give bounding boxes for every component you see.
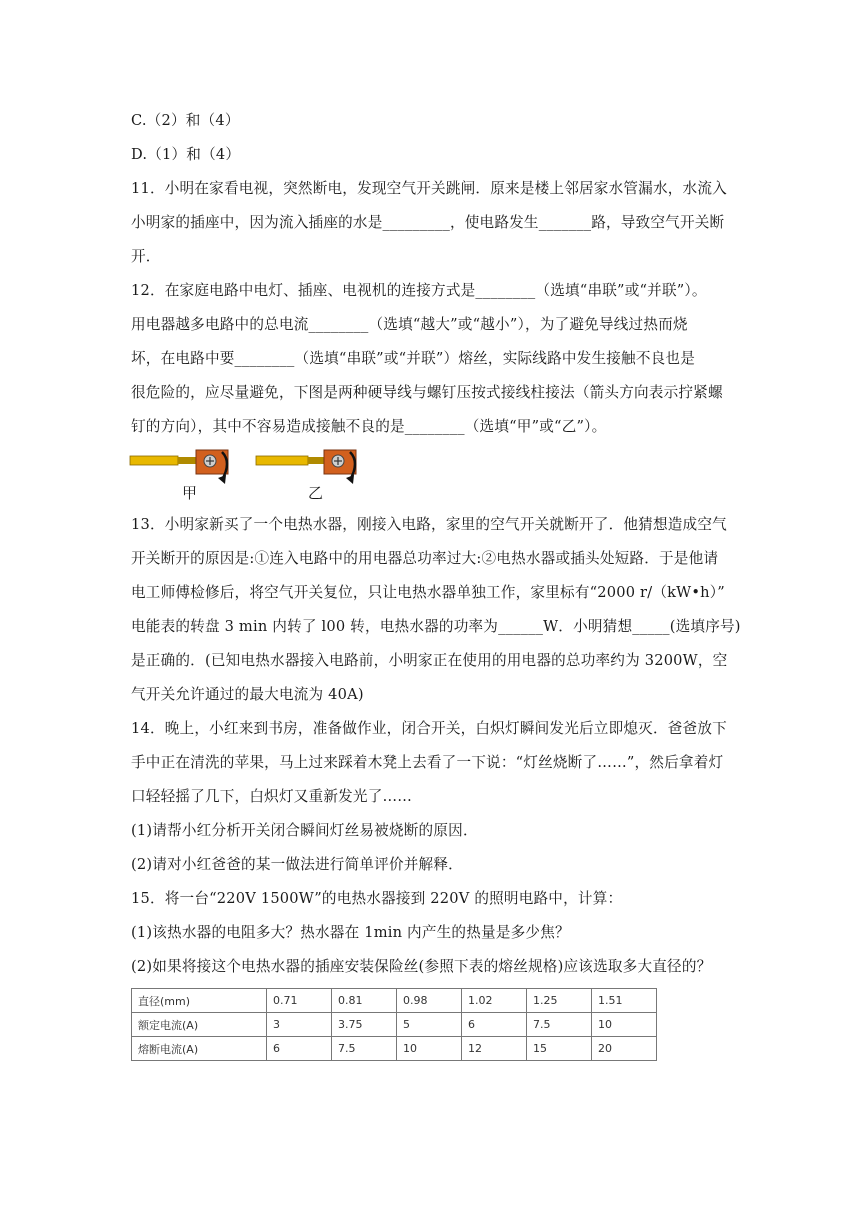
q15-sub-2: (2)如果将接这个电热水器的插座安装保险丝(参照下表的熔丝规格)应该选取多大直径的？ <box>131 958 712 975</box>
figure-label-jia: 甲 <box>182 484 198 502</box>
q13-line-1: 13．小明家新买了一个电热水器，刚接入电路，家里的空气开关就断开了．他猜想造成空气 <box>131 516 727 533</box>
table-cell: 0.98 <box>397 989 462 1013</box>
table-cell: 3.75 <box>332 1013 397 1037</box>
option-d: D.（1）和（4） <box>131 146 241 163</box>
table-cell: 7.5 <box>527 1013 592 1037</box>
q15-sub-1: (1)该热水器的电阻多大？热水器在 1min 内产生的热量是多少焦？ <box>131 924 570 941</box>
q13-line-6: 气开关允许通过的最大电流为 40A) <box>131 686 364 703</box>
table-row <box>132 1013 657 1037</box>
fuse-spec-table <box>131 988 657 1061</box>
q11-line-1: 11．小明在家看电视，突然断电，发现空气开关跳闸．原来是楼上邻居家水管漏水，水流入 <box>131 180 727 197</box>
wire-terminal-svg <box>128 448 368 504</box>
table-cell: 0.71 <box>267 989 332 1013</box>
table-cell: 直径(mm) <box>132 989 267 1013</box>
table-cell: 6 <box>267 1037 332 1061</box>
q12-line-1: 12．在家庭电路中电灯、插座、电视机的连接方式是________（选填“串联”或“并联”）。 <box>131 282 707 299</box>
table-cell: 10 <box>592 1013 657 1037</box>
table-cell: 3 <box>267 1013 332 1037</box>
table-cell: 15 <box>527 1037 592 1061</box>
q14-sub-1: (1)请帮小红分析开关闭合瞬间灯丝易被烧断的原因． <box>131 822 478 839</box>
q13-line-2: 开关断开的原因是:①连入电路中的用电器总功率过大:②电热水器或插头处短路．于是他请 <box>131 550 719 567</box>
table-cell: 12 <box>462 1037 527 1061</box>
table-cell: 额定电流(A) <box>132 1013 267 1037</box>
table-cell: 熔断电流(A) <box>132 1037 267 1061</box>
table-cell: 1.51 <box>592 989 657 1013</box>
wire-terminal-figure <box>128 448 368 504</box>
q15-line-1: 15．将一台“220V 1500W”的电热水器接到 220V 的照明电路中，计算： <box>131 890 623 907</box>
table-cell: 7.5 <box>332 1037 397 1061</box>
q13-line-3: 电工师傅检修后，将空气开关复位，只让电热水器单独工作，家里标有“2000 r/（kW•h）” <box>131 584 725 601</box>
table-cell: 10 <box>397 1037 462 1061</box>
table-cell: 6 <box>462 1013 527 1037</box>
table-row <box>132 1037 657 1061</box>
table-cell: 20 <box>592 1037 657 1061</box>
q14-line-2: 手中正在清洗的苹果，马上过来踩着木凳上去看了一下说：“灯丝烧断了……”，然后拿着灯 <box>131 754 724 771</box>
q12-line-5: 钉的方向），其中不容易造成接触不良的是________（选填“甲”或“乙”）。 <box>131 418 607 435</box>
table-cell: 0.81 <box>332 989 397 1013</box>
table-cell: 1.25 <box>527 989 592 1013</box>
terminal-b <box>256 450 356 484</box>
table-cell: 1.02 <box>462 989 527 1013</box>
figure-label-yi: 乙 <box>308 484 324 502</box>
table-row <box>132 989 657 1013</box>
q14-sub-2: (2)请对小红爸爸的某一做法进行简单评价并解释． <box>131 856 463 873</box>
table-cell: 5 <box>397 1013 462 1037</box>
q12-line-2: 用电器越多电路中的总电流________（选填“越大”或“越小”），为了避免导线过热而烧 <box>131 316 688 333</box>
option-c: C.（2）和（4） <box>131 112 240 129</box>
q12-line-4: 很危险的，应尽量避免，下图是两种硬导线与螺钉压按式接线柱接法（箭头方向表示拧紧螺 <box>131 384 723 401</box>
q11-line-2: 小明家的插座中，因为流入插座的水是_________，使电路发生_______路，导致空气开关断 <box>131 214 725 231</box>
q12-line-3: 坏，在电路中要________（选填“串联”或“并联”）熔丝，实际线路中发生接触不良也是 <box>131 350 696 367</box>
q14-line-3: 口轻轻摇了几下，白炽灯又重新发光了…… <box>131 788 413 805</box>
terminal-a <box>130 450 228 484</box>
q11-line-3: 开． <box>131 248 161 265</box>
q13-line-4: 电能表的转盘 3 min 内转了 l00 转，电热水器的功率为______W．小明猜想_____(选填序号) <box>131 618 741 635</box>
q13-line-5: 是正确的．(已知电热水器接入电路前，小明家正在使用的用电器的总功率约为 3200W，空 <box>131 652 728 669</box>
q14-line-1: 14．晚上，小红来到书房，准备做作业，闭合开关，白炽灯瞬间发光后立即熄灭．爸爸放下 <box>131 720 727 737</box>
